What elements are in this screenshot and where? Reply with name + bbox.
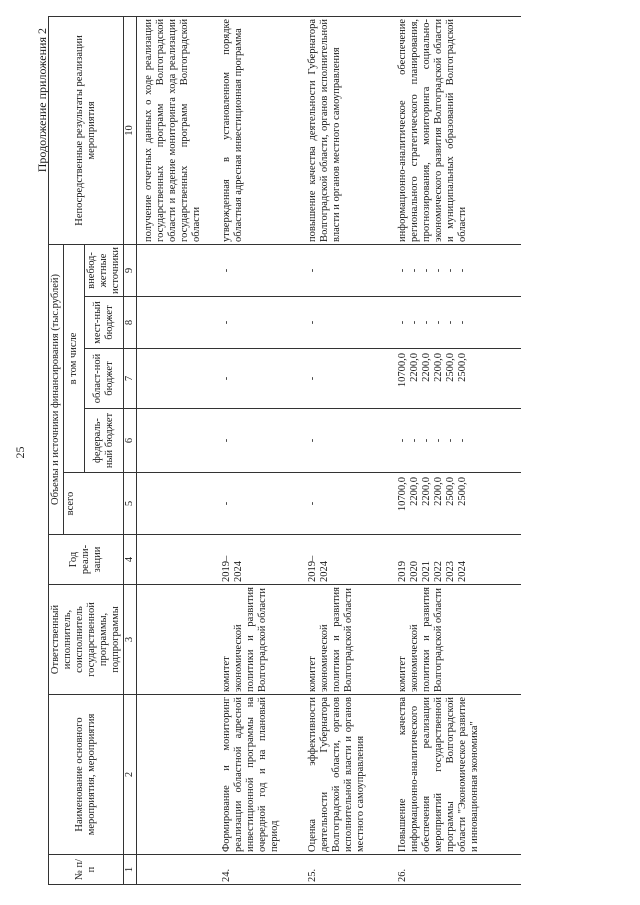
regional-list	[391, 349, 521, 409]
table-row	[301, 16, 391, 884]
column-number: 6	[124, 409, 137, 473]
local-value: -	[301, 297, 391, 349]
result-cell: повышение качества деятельности Губернатора Волгоградской области, органов исполнительной власти и органов местного самоуправления	[301, 16, 391, 244]
federal-value: -	[444, 438, 456, 443]
regional-value: 2200,0	[420, 353, 432, 382]
regional-value: -	[301, 349, 391, 409]
local-value: -	[456, 320, 468, 325]
total-list	[391, 473, 521, 535]
year: 2020	[408, 561, 420, 582]
column-number: 9	[124, 244, 137, 296]
activity-name: Оценка эффективности деятельности Губернатора Волгоградской области, органов исполнительной власти и органов местного самоуправления	[301, 695, 391, 855]
header-num: № п/п	[49, 855, 124, 885]
table-row	[215, 16, 301, 884]
local-value: -	[444, 320, 456, 325]
regional-value: 10700,0	[396, 353, 408, 388]
year: 2019	[396, 561, 408, 582]
column-number: 10	[124, 16, 137, 244]
result-cell: получение отчетных данных о ходе реализации государственных программ Волгоградской области и ведение мониторинга хода реализации государственных программ Волгоградской области	[137, 16, 215, 244]
executor: комитет экономической политики и развития Волгоградской области	[301, 585, 391, 695]
total-value: 2200,0	[432, 477, 444, 506]
total-value: 2500,0	[456, 477, 468, 506]
row-number: 25.	[301, 855, 391, 885]
row-number: 24.	[215, 855, 301, 885]
extrabudget-value: -	[215, 244, 301, 296]
year-list	[391, 535, 521, 585]
header-federal: федераль-ный бюджет	[85, 409, 124, 473]
local-list	[391, 297, 521, 349]
column-number: 4	[124, 535, 137, 585]
executor: комитет экономической политики и развития Волгоградской области	[391, 585, 521, 695]
appendix-label: Продолжение приложения 2	[35, 28, 49, 173]
regional-value: 2200,0	[408, 353, 420, 382]
column-number: 1	[124, 855, 137, 885]
federal-value: -	[420, 438, 432, 443]
activity-name: Повышение качества информационно-аналитического обеспечения реализации мероприятий государственной программы Волгоградской области "Экономическое развитие и инновационная экономика"	[391, 695, 521, 855]
federal-value: -	[408, 438, 420, 443]
federal-value: -	[215, 409, 301, 473]
regional-value: 2500,0	[444, 353, 456, 382]
year: 2021	[420, 561, 432, 582]
year: 2023	[444, 561, 456, 582]
extrabudget-list	[391, 244, 521, 296]
extrabudget-value: -	[456, 268, 468, 273]
column-number: 8	[124, 297, 137, 349]
extrabudget-value: -	[396, 268, 408, 273]
header-result: Непосредственные результаты реализации мероприятия	[49, 16, 124, 244]
extrabudget-value: -	[301, 244, 391, 296]
column-number: 3	[124, 585, 137, 695]
activity-name: Формирование и мониторинг реализации областной адресной инвестиционной программы на очередной год и на плановый период	[215, 695, 301, 855]
header-extrabudget: внебюд-жетные источники	[85, 244, 124, 296]
total-value: -	[215, 473, 301, 535]
extrabudget-value: -	[432, 268, 444, 273]
table-row	[391, 16, 521, 884]
header-name: Наименование основного мероприятия, мероприятия	[49, 695, 124, 855]
extrabudget-value: -	[408, 268, 420, 273]
total-value: 10700,0	[396, 477, 408, 512]
extrabudget-value: -	[420, 268, 432, 273]
extrabudget-value: -	[444, 268, 456, 273]
header-year: Год реали-зации	[49, 535, 124, 585]
column-number-row	[124, 16, 137, 884]
total-value: 2500,0	[444, 477, 456, 506]
header-local: мест-ный бюджет	[85, 297, 124, 349]
column-number: 5	[124, 473, 137, 535]
total-value: 2200,0	[420, 477, 432, 506]
year: 2019–2024	[301, 535, 391, 585]
table-row	[137, 16, 215, 884]
regional-value: 2200,0	[432, 353, 444, 382]
header-regional: област-ной бюджет	[85, 349, 124, 409]
page-number: 25	[13, 446, 27, 459]
result-cell: утвержденная в установленном порядке областная адресная инвестиционная программа	[215, 16, 301, 244]
federal-value: -	[396, 438, 408, 443]
executor: комитет экономической политики и развития Волгоградской области	[215, 585, 301, 695]
federal-value: -	[301, 409, 391, 473]
federal-value: -	[456, 438, 468, 443]
total-value: 2200,0	[408, 477, 420, 506]
header-total: всего	[64, 473, 124, 535]
row-number: 26.	[391, 855, 521, 885]
regional-value: 2500,0	[456, 353, 468, 382]
header-finance: Объемы и источники финансирования (тыс.рублей)	[49, 244, 64, 534]
header-executor: Ответственный исполнитель, соисполнитель государственной программы, подпрограммы	[49, 585, 124, 695]
federal-list	[391, 409, 521, 473]
local-value: -	[408, 320, 420, 325]
header-including: в том числе	[64, 244, 85, 472]
column-number: 7	[124, 349, 137, 409]
total-value: -	[301, 473, 391, 535]
local-value: -	[420, 320, 432, 325]
local-value: -	[215, 297, 301, 349]
local-value: -	[396, 320, 408, 325]
regional-value: -	[215, 349, 301, 409]
local-value: -	[432, 320, 444, 325]
year: 2019–2024	[215, 535, 301, 585]
column-number: 2	[124, 695, 137, 855]
year: 2022	[432, 561, 444, 582]
federal-value: -	[432, 438, 444, 443]
year: 2024	[456, 561, 468, 582]
result-cell: информационно-аналитическое обеспечение регионального стратегического планирования, прогнозирования, мониторинга социально-экономического развития Волгоградской области и муниципальных образований Волгоградской области	[391, 16, 521, 244]
program-table	[48, 16, 521, 885]
